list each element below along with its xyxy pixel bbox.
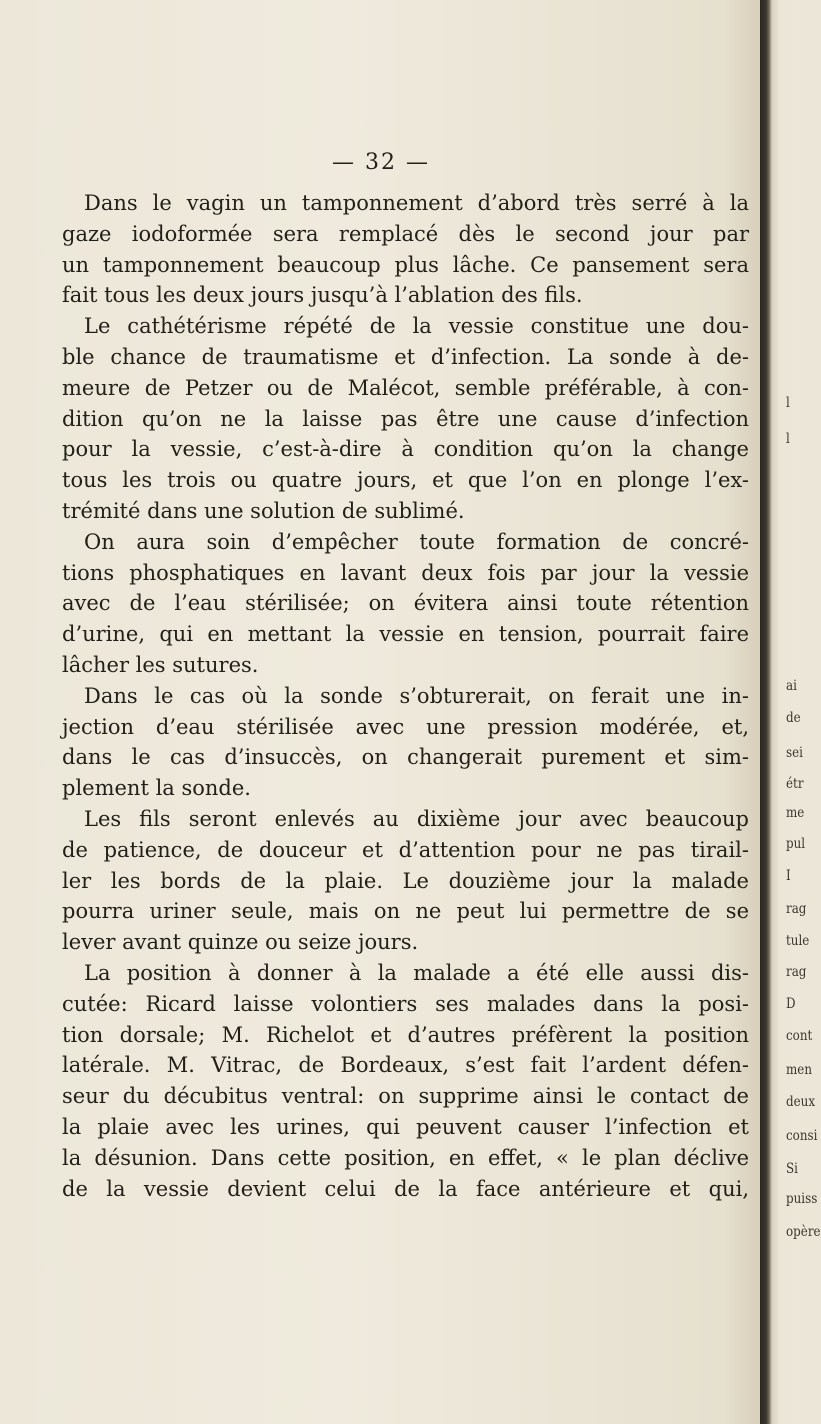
text-line: meure de Petzer ou de Malécot, semble préférable, à con- xyxy=(62,375,749,400)
next-page-fragment: Si xyxy=(786,1161,798,1177)
next-page-fragment: de xyxy=(786,710,801,726)
text-line: trémité dans une solution de sublimé. xyxy=(62,498,465,523)
text-line: d’urine, qui en mettant la vessie en tension, pourrait faire xyxy=(62,622,749,647)
text-line: Les fils seront enlevés au dixième jour avec beaucoup xyxy=(84,806,749,831)
text-line: lever avant quinze ou seize jours. xyxy=(62,930,419,955)
text-line: pour la vessie, c’est-à-dire à condition qu’on la change xyxy=(62,437,749,462)
text-line: gaze iodoformée sera remplacé dès le second jour par xyxy=(62,221,749,246)
next-page-fragment: puiss xyxy=(786,1191,818,1207)
text-line: tion dorsale; M. Richelot et d’autres préfèrent la position xyxy=(62,1022,749,1047)
text-line: ler les bords de la plaie. Le douzième jour la malade xyxy=(62,868,749,893)
text-line: la plaie avec les urines, qui peuvent causer l’infection et xyxy=(62,1114,749,1139)
next-page-fragment: D xyxy=(786,996,796,1012)
next-page-fragment: pul xyxy=(786,836,806,852)
text-line: La position à donner à la malade a été elle aussi dis- xyxy=(84,960,749,985)
text-line: un tamponnement beaucoup plus lâche. Ce pansement sera xyxy=(62,252,749,277)
text-line: dition qu’on ne la laisse pas être une cause d’infection xyxy=(62,406,749,431)
text-line: dans le cas d’insuccès, on changerait purement et sim- xyxy=(62,745,749,770)
next-page-fragment: cont xyxy=(786,1028,813,1044)
page-number: — 32 — xyxy=(332,150,430,175)
text-line: de la vessie devient celui de la face antérieure et qui, xyxy=(62,1176,749,1201)
next-page-fragment: l xyxy=(786,395,790,411)
text-line: fait tous les deux jours jusqu’à l’ablation des fils. xyxy=(62,283,583,308)
text-line: tions phosphatiques en lavant deux fois par jour la vessie xyxy=(62,560,749,585)
text-line: la désunion. Dans cette position, en effet, « le plan déclive xyxy=(62,1145,749,1170)
next-page-fragment: opère xyxy=(786,1224,821,1240)
text-line: On aura soin d’empêcher toute formation de concré- xyxy=(84,529,749,554)
text-line: Dans le cas où la sonde s’obturerait, on ferait une in- xyxy=(84,683,749,708)
text-line: avec de l’eau stérilisée; on évitera ainsi toute rétention xyxy=(62,591,749,616)
text-line: Le cathétérisme répété de la vessie constitue une dou- xyxy=(84,314,749,339)
next-page-fragment: l xyxy=(786,431,790,447)
next-page-fragment: tule xyxy=(786,933,810,949)
text-line: cutée: Ricard laisse volontiers ses malades dans la posi- xyxy=(62,991,749,1016)
text-line: jection d’eau stérilisée avec une pression modérée, et, xyxy=(62,714,749,739)
next-page-fragment: rag xyxy=(786,964,807,980)
next-page-fragment: me xyxy=(786,805,805,821)
text-line: plement la sonde. xyxy=(62,776,251,801)
text-line: lâcher les sutures. xyxy=(62,652,259,677)
next-page-fragment: men xyxy=(786,1062,812,1078)
text-line: ble chance de traumatisme et d’infection. La sonde à de- xyxy=(62,344,749,369)
next-page-edge xyxy=(772,0,821,1424)
text-line: pourra uriner seule, mais on ne peut lui permettre de se xyxy=(62,899,749,924)
next-page-fragment: deux xyxy=(786,1094,816,1110)
next-page-fragment: consi xyxy=(786,1128,818,1144)
text-line: seur du décubitus ventral: on supprime ainsi le contact de xyxy=(62,1084,749,1109)
text-line: de patience, de douceur et d’attention pour ne pas tirail- xyxy=(62,837,749,862)
next-page-fragment: sei xyxy=(786,745,803,761)
text-line: latérale. M. Vitrac, de Bordeaux, s’est fait l’ardent défen- xyxy=(62,1053,749,1078)
next-page-fragment: étr xyxy=(786,776,804,792)
next-page-fragment: rag xyxy=(786,901,807,917)
text-line: tous les trois ou quatre jours, et que l’on en plonge l’ex- xyxy=(62,468,749,493)
text-line: Dans le vagin un tamponnement d’abord très serré à la xyxy=(84,191,749,215)
next-page-fragment: ai xyxy=(786,678,797,694)
body-text xyxy=(62,188,749,1204)
next-page-fragment: I xyxy=(786,868,791,884)
